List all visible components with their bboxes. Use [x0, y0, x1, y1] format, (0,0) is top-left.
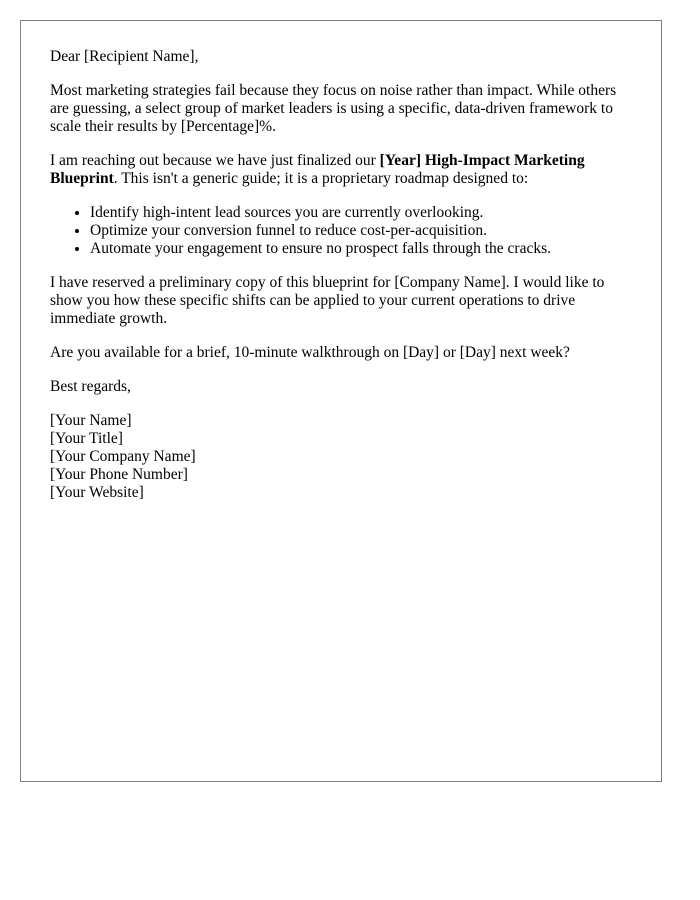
signature-name: [Your Name] [50, 412, 132, 429]
salutation: Dear [Recipient Name], [50, 48, 199, 65]
signature-company: [Your Company Name] [50, 448, 196, 465]
signature-website: [Your Website] [50, 484, 144, 501]
letter-page [20, 20, 662, 782]
offer-paragraph: I have reserved a preliminary copy of this blueprint for [Company Name]. I would like to show you how these specific shifts can be applied to your current operations to drive immediate growth. [50, 274, 605, 327]
signature-title: [Your Title] [50, 430, 123, 447]
blueprint-paragraph [50, 152, 622, 188]
signature-phone: [Your Phone Number] [50, 466, 188, 483]
intro-paragraph: Most marketing strategies fail because they focus on noise rather than impact. While others are guessing, a select group of market leaders is using a specific, data-driven framework to scale their results by [Percentage]%. [50, 82, 617, 135]
blueprint-name: [Year] High-Impact Marketing Blueprint [50, 152, 585, 187]
list-item: • Optimize your conversion funnel to reduce cost-per-acquisition. [90, 222, 622, 240]
closing: Best regards, [50, 378, 131, 395]
benefits-list [50, 204, 622, 258]
list-item: • Automate your engagement to ensure no prospect falls through the cracks. [90, 240, 622, 258]
blueprint-paragraph-lead: I am reaching out because we have just finalized our [50, 152, 380, 169]
request-paragraph: Are you available for a brief, 10-minute walkthrough on [Day] or [Day] next week? [50, 344, 570, 361]
list-item: • Identify high-intent lead sources you are currently overlooking. [90, 204, 622, 222]
blueprint-paragraph-tail: . This isn't a generic guide; it is a proprietary roadmap designed to: [113, 170, 529, 187]
signature-block [50, 412, 622, 502]
